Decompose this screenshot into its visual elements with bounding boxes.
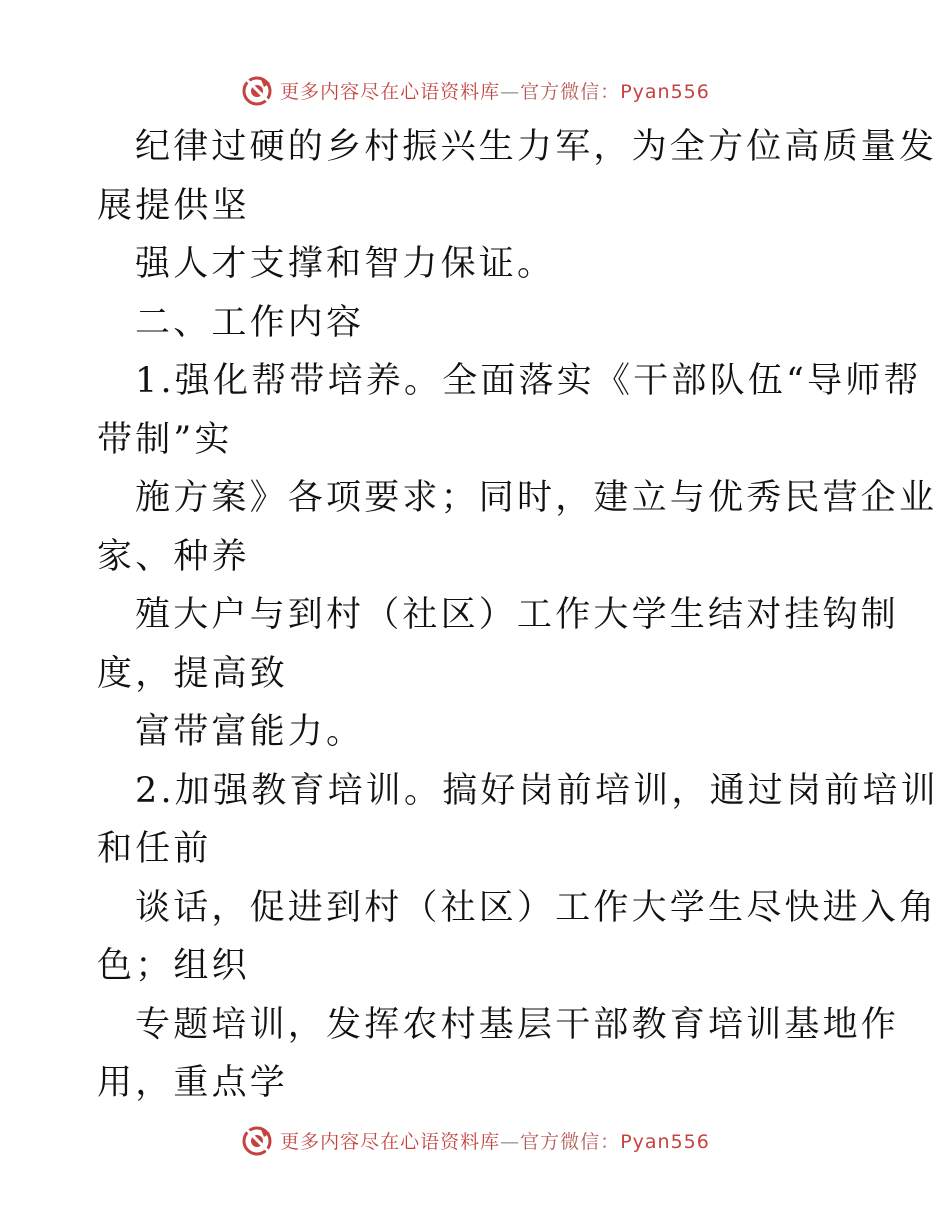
text-line: 谈话，促进到村（社区）工作大学生尽快进入角 [135, 887, 938, 928]
watermark-text [280, 77, 710, 104]
text-line: 殖大户与到村（社区）工作大学生结对挂钩制 [135, 595, 900, 635]
watermark-wechat-label: 官方微信： [520, 80, 621, 103]
watermark-wechat-label: 官方微信： [520, 1130, 621, 1153]
brand-logo-icon [240, 73, 274, 107]
text-line: 色；组织 [97, 946, 250, 986]
text-line: 强人才支撑和智力保证。 [135, 244, 556, 284]
text-line: 纪律过硬的乡村振兴生力军，为全方位高质量发 [135, 127, 938, 167]
text-line: 和任前 [97, 829, 212, 869]
footer-watermark [0, 1120, 950, 1160]
text-line: 度，提高致 [97, 653, 289, 694]
text-line: 富带富能力。 [135, 712, 365, 752]
text-line: 2.加强教育培训。搞好岗前培训，通过岗前培训 [135, 770, 939, 811]
text-line: 二、工作内容 [135, 302, 365, 343]
watermark-wechat-id: Pyan556 [620, 1130, 710, 1153]
watermark-text [280, 1127, 710, 1154]
watermark-dash: — [500, 80, 521, 103]
text-line: 用，重点学 [97, 1063, 289, 1103]
watermark-wechat-id: Pyan556 [620, 80, 710, 103]
brand-logo-icon [240, 1123, 274, 1157]
watermark-brand: 更多内容尽在心语资料库 [280, 1130, 501, 1153]
watermark-brand: 更多内容尽在心语资料库 [280, 80, 501, 103]
text-line: 专题培训，发挥农村基层干部教育培训基地作 [135, 1004, 900, 1045]
text-line: 施方案》各项要求；同时，建立与优秀民营企业 [135, 478, 938, 518]
text-line: 1.强化帮带培养。全面落实《干部队伍“导师帮 [135, 361, 922, 401]
header-watermark [0, 70, 950, 110]
text-line: 展提供坚 [97, 185, 250, 226]
document-body [97, 118, 939, 1113]
text-line: 家、种养 [97, 536, 250, 577]
watermark-dash: — [500, 1130, 521, 1153]
text-line: 带制”实 [97, 419, 233, 460]
